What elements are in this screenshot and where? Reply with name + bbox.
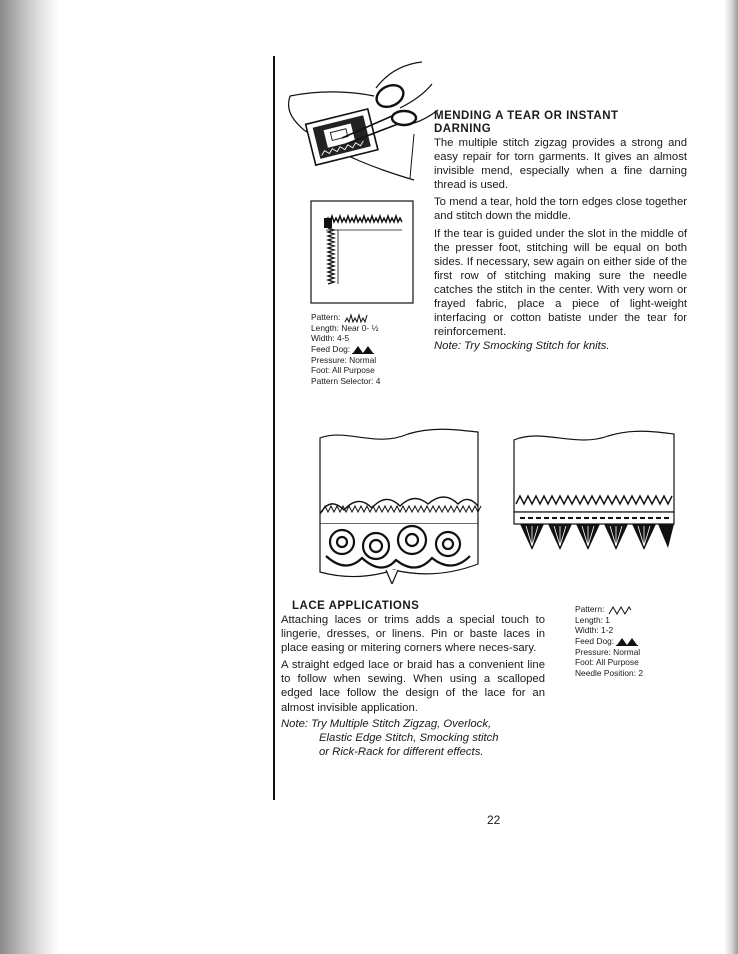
feed-dog-icon bbox=[352, 345, 374, 354]
lace-width: Width: 1-2 bbox=[575, 625, 614, 636]
feed-dog-icon bbox=[616, 637, 638, 646]
page-number: 22 bbox=[487, 813, 501, 827]
scan-shadow-left bbox=[0, 0, 58, 954]
mending-settings bbox=[311, 312, 380, 386]
mending-note: Note: Try Smocking Stitch for knits. bbox=[434, 340, 610, 353]
scalloped-lace-illustration bbox=[316, 424, 482, 584]
lace-pressure: Pressure: Normal bbox=[575, 646, 641, 657]
scan-shadow-right bbox=[724, 0, 738, 954]
mending-section bbox=[434, 110, 687, 353]
mending-paragraph-2: To mend a tear, hold the torn edges close together and stitch down the middle. bbox=[434, 196, 687, 223]
lace-settings bbox=[575, 604, 643, 678]
lace-feed-dog-label: Feed Dog: bbox=[575, 635, 615, 646]
margin-rule bbox=[273, 56, 275, 800]
mending-paragraph-1: The multiple stitch zigzag provides a strong and easy repair for torn garments. It gives an almost invisible mend, especially when a fine darning thread is used. bbox=[434, 137, 687, 192]
mending-pattern-label: Pattern: bbox=[311, 312, 341, 322]
lace-needle-position: Needle Position: 2 bbox=[575, 667, 643, 678]
mending-pattern-row bbox=[311, 312, 380, 323]
mending-feed-dog-label: Feed Dog: bbox=[311, 343, 351, 354]
lace-note-line1: Note: Try Multiple Stitch Zigzag, Overlock, bbox=[281, 717, 492, 730]
mending-pressure: Pressure: Normal bbox=[311, 354, 377, 365]
multi-zigzag-icon bbox=[343, 313, 369, 323]
mending-paragraph-3: If the tear is guided under the slot in the middle of the presser foot, stitching will be equal on both sides. If necessary, sew again on either side of the first row of stitching making sure the needle catches the stitch in the center. With very worn or frayed fabric, place a piece of light-weight interfacing or cotton batiste under the tear for reinforcement. bbox=[434, 227, 687, 339]
mending-length: Length: Near 0- ½ bbox=[311, 322, 379, 333]
lace-note-line3: or Rick-Rack for different effects. bbox=[319, 745, 484, 758]
lace-note-line2: Elastic Edge Stitch, Smocking stitch bbox=[319, 731, 499, 744]
mending-width: Width: 4-5 bbox=[311, 333, 350, 344]
lace-pattern-row bbox=[575, 604, 643, 615]
lace-foot: Foot: All Purpose bbox=[575, 657, 639, 668]
lace-feed-dog-row bbox=[575, 636, 643, 647]
zigzag-pattern-icon bbox=[607, 605, 633, 615]
mending-pattern-selector: Pattern Selector: 4 bbox=[311, 375, 381, 386]
lace-section bbox=[281, 600, 545, 759]
mending-heading-line1: MENDING A TEAR OR INSTANT bbox=[434, 110, 619, 122]
lace-heading: LACE APPLICATIONS bbox=[292, 600, 420, 612]
lace-paragraph-2: A straight edged lace or braid has a convenient line to follow when sewing. When using a scalloped edged lace follow the design of the lace for an almost invisible application. bbox=[281, 659, 545, 714]
mending-feed-dog-row bbox=[311, 344, 380, 355]
lace-length: Length: 1 bbox=[575, 614, 610, 625]
mending-stitch-sample bbox=[310, 200, 414, 304]
mending-heading-line2: DARNING bbox=[434, 123, 492, 135]
straight-lace-illustration bbox=[512, 426, 676, 552]
lace-pattern-label: Pattern: bbox=[575, 604, 605, 614]
lace-paragraph-1: Attaching laces or trims adds a special touch to lingerie, dresses, or linens. Pin or baste laces in place easing or mitering corners where neces-sary. bbox=[281, 614, 545, 655]
mending-foot: Foot: All Purpose bbox=[311, 365, 375, 376]
mending-scissors-illustration bbox=[280, 58, 440, 182]
